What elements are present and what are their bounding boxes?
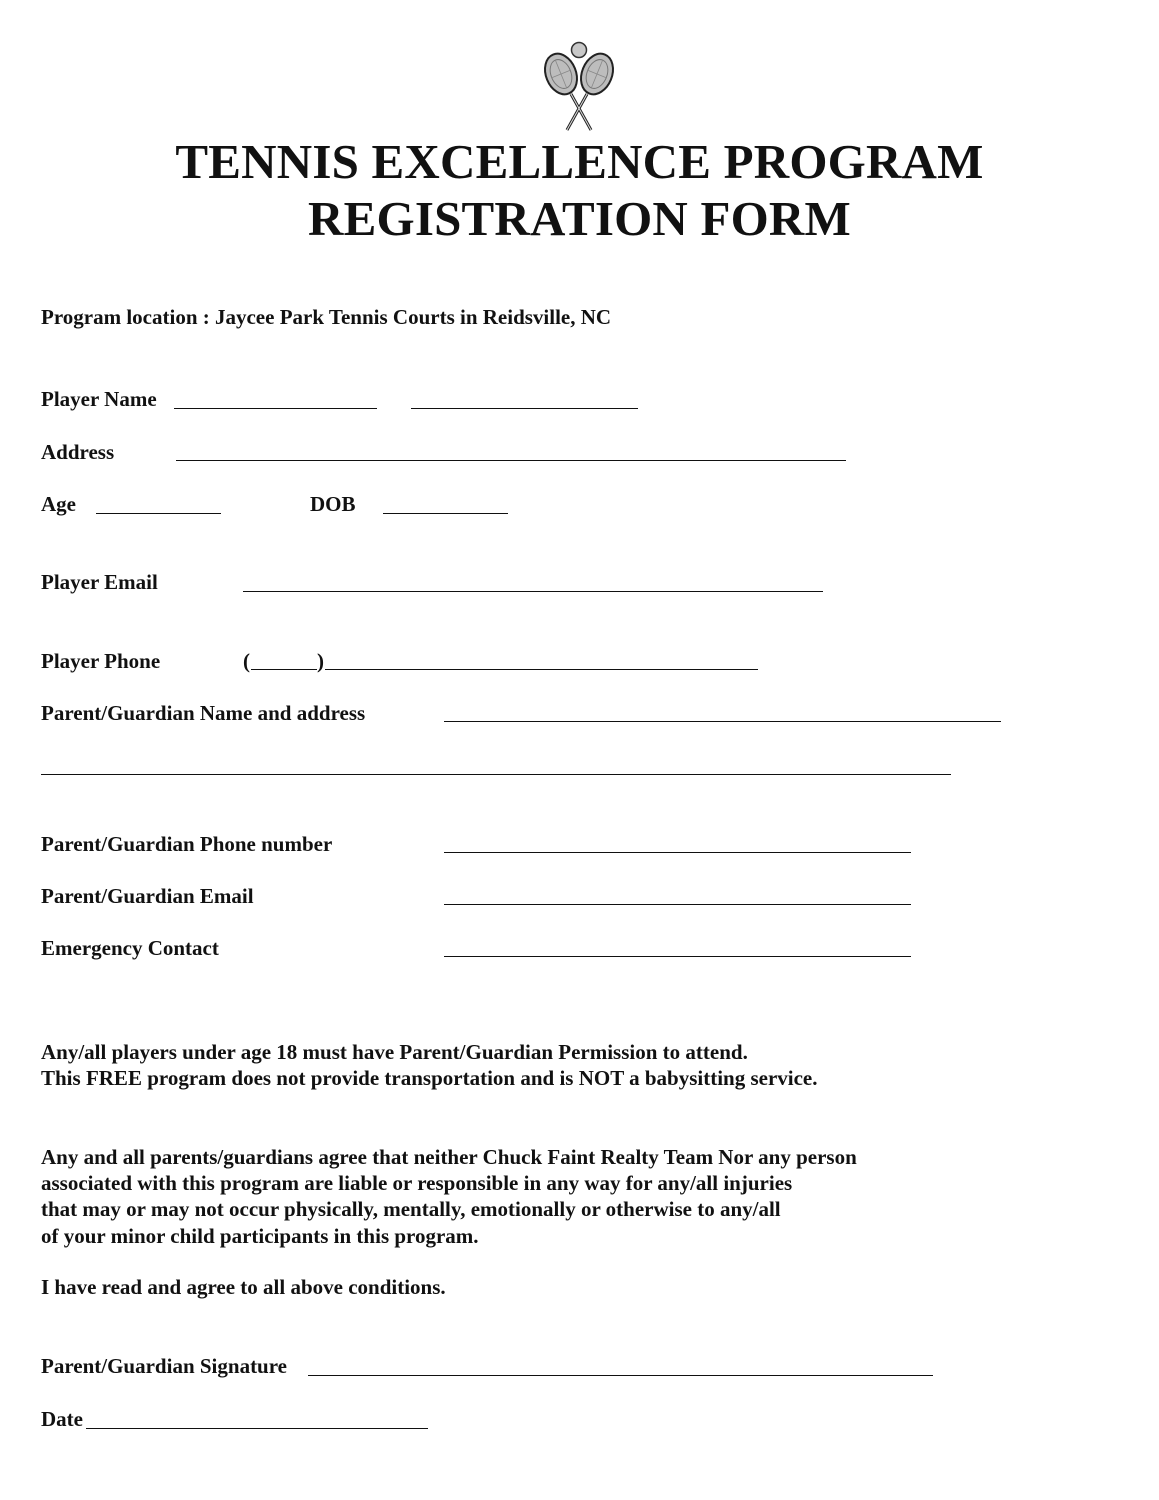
signature-label: Parent/Guardian Signature — [41, 1354, 288, 1378]
guardian-email-field[interactable] — [444, 904, 911, 905]
player-phone-number-field[interactable] — [325, 669, 758, 670]
dob-label: DOB — [310, 492, 356, 516]
guardian-name-address-field[interactable] — [444, 721, 1001, 722]
waiver-line: associated with this program are liable or responsible in any way for any/all injuries — [41, 1171, 793, 1196]
guardian-address-field-line-2[interactable] — [41, 774, 951, 775]
guardian-email-label: Parent/Guardian Email — [41, 884, 254, 908]
waiver-line: Any and all parents/guardians agree that neither Chuck Faint Realty Team Nor any person — [41, 1145, 857, 1169]
guardian-phone-label: Parent/Guardian Phone number — [41, 832, 333, 856]
player-email-field[interactable] — [243, 591, 823, 592]
notice-line: Any/all players under age 18 must have Parent/Guardian Permission to attend. — [41, 1040, 748, 1064]
phone-close-paren: ) — [317, 649, 324, 673]
date-label: Date — [41, 1407, 83, 1431]
signature-field[interactable] — [308, 1375, 933, 1376]
waiver-paragraph — [41, 1144, 857, 1249]
date-field[interactable] — [86, 1428, 428, 1429]
player-first-name-field[interactable] — [174, 408, 377, 409]
waiver-line: that may or may not occur physically, mentally, emotionally or otherwise to any/all — [41, 1197, 781, 1222]
player-phone-area-code-field[interactable] — [251, 669, 317, 670]
age-label: Age — [41, 492, 76, 516]
notice-line: This FREE program does not provide transportation and is NOT a babysitting service. — [41, 1066, 818, 1091]
emergency-contact-field[interactable] — [444, 956, 911, 957]
tennis-rackets-icon — [536, 40, 622, 134]
guardian-phone-field[interactable] — [444, 852, 911, 853]
emergency-contact-label: Emergency Contact — [41, 936, 219, 960]
program-location: Program location : Jaycee Park Tennis Courts in Reidsville, NC — [41, 305, 612, 329]
agreement-statement: I have read and agree to all above conditions. — [41, 1275, 446, 1299]
age-field[interactable] — [96, 513, 221, 514]
guardian-name-address-label: Parent/Guardian Name and address — [41, 701, 366, 725]
notice-paragraph — [41, 1039, 818, 1091]
form-title-line-1: TENNIS EXCELLENCE PROGRAM — [175, 134, 984, 189]
player-email-label: Player Email — [41, 570, 158, 594]
player-phone-label: Player Phone — [41, 649, 161, 673]
waiver-line: of your minor child participants in this program. — [41, 1223, 479, 1248]
dob-field[interactable] — [383, 513, 508, 514]
address-label: Address — [41, 440, 115, 464]
phone-open-paren: ( — [243, 649, 250, 673]
player-name-label: Player Name — [41, 387, 157, 411]
address-field[interactable] — [176, 460, 846, 461]
player-last-name-field[interactable] — [411, 408, 638, 409]
form-title-line-2: REGISTRATION FORM — [308, 191, 851, 246]
